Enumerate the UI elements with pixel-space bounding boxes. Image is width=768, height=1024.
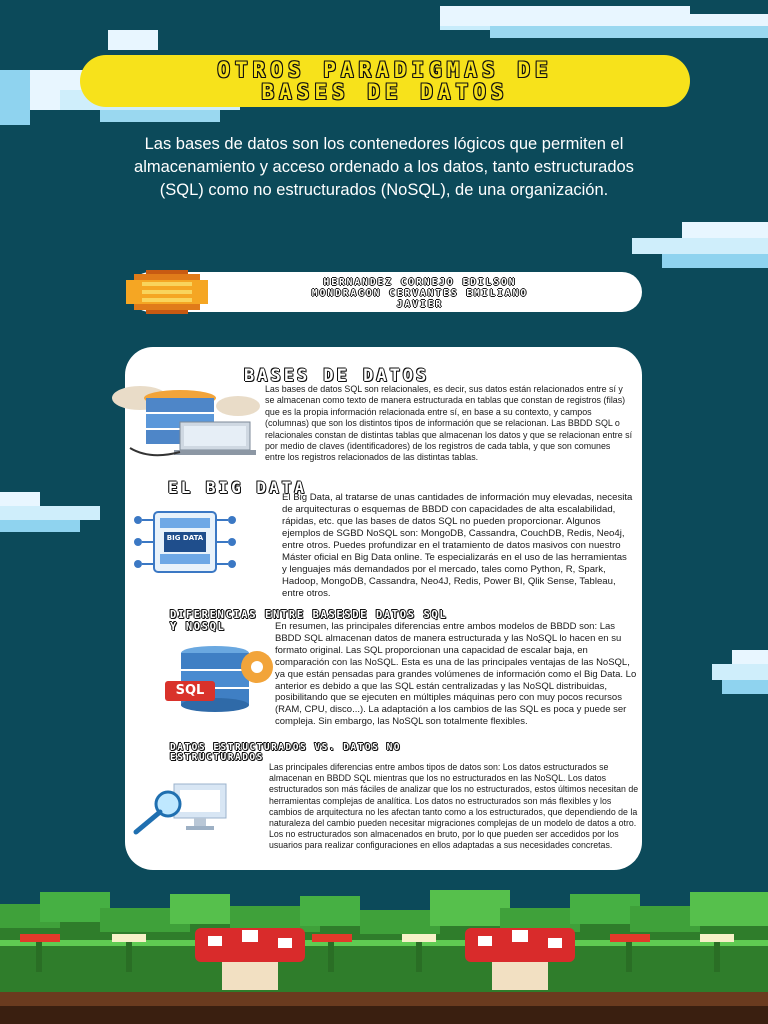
monitor-magnifier-icon <box>130 780 230 840</box>
page-title-line1: OTROS PARADIGMAS DE <box>217 58 553 82</box>
big-data-icon <box>130 506 240 578</box>
sql-icon-label: SQL <box>175 683 205 698</box>
section-title-datos-estructurados-line1: DATOS ESTRUCTURADOS VS. DATOS NO <box>170 742 402 753</box>
section-body-datos-estructurados: Las principales diferencias entre ambos tipos de datos son: Los datos estructurados se almacenan en BBDD SQL mientras que los no estructurados en las NoSQL. Los datos estructurados son más fáciles de analizar que los no estructurados, estos últimos necesitan de herramientas complejas de analítica. Los datos no estructurados son más flexibles y los cambios de arquitectura no les afectan tanto como a los estructurados, que dependiendo de la naturaleza del cambio pueden necesitar migraciones complejas de un modelo de datos a otro. Los no estructurados son almacenados en bruto, por lo que pueden ser accedidos por los usuarios para realizar configuraciones en ellos adaptadas a sus necesidades concretas. <box>269 762 639 851</box>
section-title-bases-de-datos: BASES DE DATOS <box>244 366 430 386</box>
section-title-diferencias-line2: Y NOSQL <box>170 621 226 633</box>
section-title-diferencias-line1: DIFERENCIAS ENTRE BASESDE DATOS SQL <box>170 609 448 621</box>
section-title-datos-estructurados-line2: ESTRUCTURADOS <box>170 752 264 763</box>
pixel-coin-icon <box>122 270 212 314</box>
pixel-cloud-right <box>712 650 768 696</box>
author-line-1: HERNANDEZ CORNEJO EDILSON <box>323 277 517 288</box>
sql-database-gear-icon <box>165 645 277 715</box>
section-body-big-data: El Big Data, al tratarse de unas cantidades de información muy elevadas, necesita de arquitecturas o esquemas de BBDD con capacidades de alta escalabilidad, rápidas, etc. que las bases de datos SQL no pueden proporcionar. Algunos ejemplos de SGBD NoSQL son: MongoDB, Cassandra, CouchDB, Redis, Neo4j, entre otros. Puedes profundizar en el tratamiento de datos masivos con nuestro Máster oficial en Big Data online. Te especializarás en el uso de las herramientas y lenguajes más demandados por el mercado, tales como Python, R, Spark, Hadoop, MongoDB, Cassandra, Neo4J, Redis, Power BI, Qlik Sense, Tableau, entre otros. <box>282 492 633 599</box>
section-body-diferencias: En resumen, las principales diferencias entre ambos modelos de BBDD son: Las BBDD SQL almacenan datos de manera estructurada y las NoSQL lo hacen en su formato original. Las SQL proporcionan una capacidad de escalar baja, en comparación con las NoSQL. Esta es una de las principales ventajas de las NoSQL, ya que están pensadas para grandes volúmenes de información como el Big Data. Lo anterior es debido a que las SQL están centralizadas y las NoSQL distribuidas, posibilitando que se ejecuten en múltiples máquinas pero con muy pocos recursos (RAM, CPU, disco...). La adaptación a los cambios de las SQL es poca y puede ser compleja. Sin embargo, las NoSQL son totalmente flexibles. <box>275 621 637 728</box>
intro-text: Las bases de datos son los contenedores lógicos que permiten el almacenamiento y acceso ordenado a los datos, tanto estructurados (SQL) como no estructurados (NoSQL), de una organización. <box>134 135 634 199</box>
author-line-3: JAVIER <box>396 299 444 310</box>
page-title-line2: BASES DE DATOS <box>261 80 509 104</box>
pixel-grass-landscape <box>0 880 768 1024</box>
big-data-icon-label: BIG DATA <box>166 534 204 542</box>
section-title-big-data: EL BIG DATA <box>168 478 307 497</box>
pixel-cloud-mid-right <box>632 222 768 272</box>
pixel-cloud-top-right <box>440 0 768 40</box>
authors-names <box>240 277 600 310</box>
pixel-cloud-left <box>0 492 100 534</box>
author-line-2: MONDRAGON CERVANTES EMILIANO <box>311 288 529 299</box>
title-banner <box>80 55 690 107</box>
database-cloud-laptop-icon <box>110 380 260 460</box>
section-body-bases-de-datos: Las bases de datos SQL son relacionales, es decir, sus datos están relacionados entre sí y se almacenan como texto de manera estructurada en tablas que constan de registros (filas) que es la propia información relacionada entre sí, en base a su contexto, y campos (columnas) que son los distintos tipos de información que se relacionan. Las BBDD SQL o relacionales constan de distintas tablas que almacenan los datos y que se relacionan entre sí por medio de claves (identificadores) de los registros de cada tabla, y que son comunes entre los registros relacionados de las distintas tablas. <box>265 384 633 463</box>
